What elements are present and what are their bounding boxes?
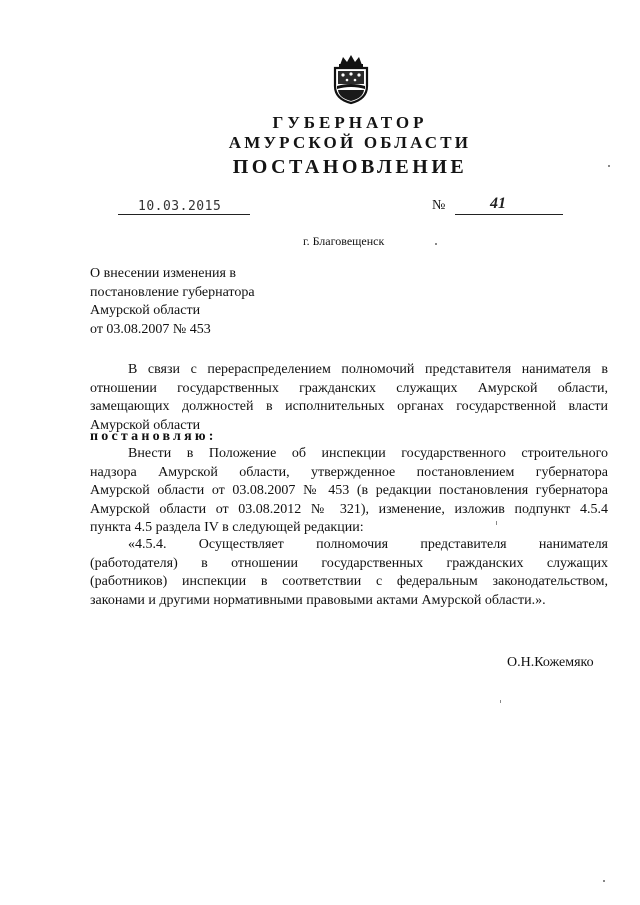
new-wording-paragraph: [90, 536, 608, 610]
new-wording-line: (работодателя) в отношении государственных гражданских служащих: [90, 555, 608, 571]
new-wording-line: «4.5.4. Осуществляет полномочия представителя нанимателя: [128, 537, 608, 552]
document-type-title: ПОСТАНОВЛЕНИЕ: [232, 156, 468, 178]
amendment-line: Внести в Положение об инспекции государственного строительного: [128, 446, 608, 461]
scan-speck: [608, 165, 610, 167]
new-wording-line: законами и другими нормативными правовыми актами Амурской области.».: [90, 592, 546, 608]
subject-line: О внесении изменения в: [90, 266, 236, 281]
subject-line: постановление губернатора: [90, 284, 255, 300]
scan-speck: [500, 700, 501, 703]
scan-speck: [496, 521, 497, 525]
subject-line: Амурской области: [90, 303, 201, 318]
number-underline: [455, 214, 563, 215]
document-number: 41: [490, 195, 506, 212]
amendment-paragraph: [90, 445, 608, 538]
amendment-line: Амурской области от 03.08.2007 № 453 (в редакции постановления губернатора: [90, 483, 608, 498]
document-date: 10.03.2015: [138, 199, 222, 214]
signature-name: О.Н.Кожемяко: [507, 655, 594, 670]
document-subject: [90, 265, 255, 339]
new-wording-line: (работников) инспекции в соответствии с федеральным законодательством,: [90, 574, 608, 589]
amur-oblast-coat-of-arms-icon: [325, 53, 377, 105]
scan-speck: [435, 243, 437, 245]
amendment-line: надзора Амурской области, утвержденное постановлением губернатора: [90, 464, 608, 480]
preamble-line: замещающих должностей в исполнительных органах государственной власти: [90, 399, 608, 414]
number-sign: №: [432, 198, 446, 213]
preamble-paragraph: [90, 361, 608, 435]
amendment-line: пункта 4.5 раздела IV в следующей редакции:: [90, 520, 364, 535]
preamble-line: Амурской области: [90, 417, 201, 433]
preamble-line: отношении государственных гражданских служащих Амурской области,: [90, 380, 608, 396]
date-underline: [118, 214, 250, 215]
city-name: г. Благовещенск: [303, 234, 385, 248]
scan-speck: [603, 880, 605, 882]
subject-line: от 03.08.2007 № 453: [90, 321, 211, 337]
header-governor: ГУБЕРНАТОР: [272, 113, 428, 132]
preamble-line: В связи с перераспределением полномочий представителя нанимателя в: [128, 362, 608, 377]
amendment-line: Амурской области от 03.08.2012 № 321), изменение, изложив подпункт 4.5.4: [90, 501, 608, 517]
header-region: АМУРСКОЙ ОБЛАСТИ: [228, 133, 472, 152]
decree-word: постановляю:: [90, 429, 217, 444]
